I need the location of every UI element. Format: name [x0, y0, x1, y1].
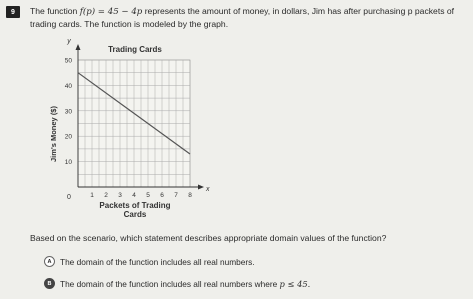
- x-tick-label: 5: [146, 192, 150, 199]
- y-axis-label: Jim's Money ($): [49, 106, 58, 162]
- y-tick-label: 20: [64, 133, 72, 141]
- y-axis-arrow: [76, 44, 81, 50]
- x-tick-label: 8: [188, 192, 192, 199]
- x-tick-label: 2: [104, 192, 108, 199]
- option-a-letter: A: [44, 256, 55, 267]
- x-axis-arrow: [198, 185, 204, 190]
- grid: [78, 60, 190, 187]
- y-axis-letter: y: [67, 38, 71, 45]
- x-tick-label: 1: [90, 192, 94, 199]
- x-axis-label-line2: Cards: [123, 210, 147, 219]
- x-axis-label: Packets of Trading: [99, 201, 171, 210]
- option-b[interactable]: [44, 278, 310, 289]
- stem-text-start: The function: [30, 6, 80, 16]
- option-a-text: The domain of the function includes all real numbers.: [60, 256, 255, 267]
- function-expression: f(p) = 45 − 4p: [79, 7, 143, 17]
- stem-text-end: represents the amount of money, in dollars, Jim has after purchasing p packets of trading cards. The function is modeled by the graph.: [30, 6, 455, 29]
- x-tick-label: 6: [160, 192, 164, 199]
- option-b-text: The domain of the function includes all real numbers where: [60, 278, 280, 289]
- y-tick-label: 30: [64, 108, 72, 116]
- x-tick-label: 4: [132, 192, 136, 199]
- x-tick-label: 7: [174, 192, 178, 199]
- y-tick-label: 40: [64, 82, 72, 90]
- chart-title: Trading Cards: [108, 45, 162, 54]
- trading-cards-graph: [40, 34, 220, 229]
- question-stem: [30, 6, 470, 30]
- x-tick-label: 3: [118, 192, 122, 199]
- question-prompt: Based on the scenario, which statement describes appropriate domain values of the function?: [30, 233, 387, 243]
- y-tick-label: 50: [64, 57, 72, 65]
- y-tick-label: 10: [64, 159, 72, 167]
- option-b-math: p ≤ 45.: [279, 278, 311, 289]
- option-a[interactable]: [44, 256, 255, 267]
- question-number: 9: [6, 6, 20, 18]
- option-b-letter: B: [44, 278, 55, 289]
- origin-label: 0: [67, 194, 71, 201]
- x-axis-letter: x: [206, 186, 210, 193]
